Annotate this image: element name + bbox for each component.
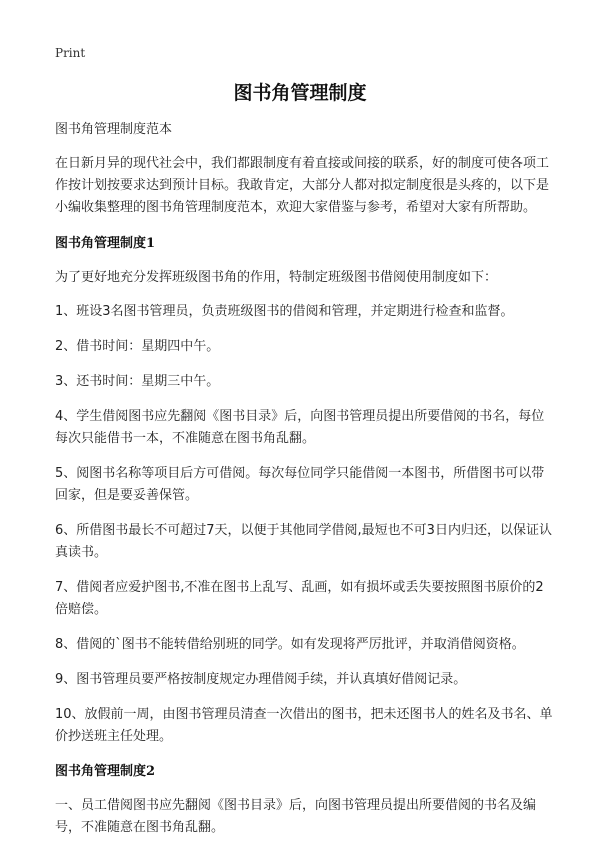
rule-item: 7、借阅者应爱护图书,不准在图书上乱写、乱画，如有损坏或丢失要按照图书原价的2倍赔偿。 — [55, 580, 544, 617]
document-body — [55, 119, 553, 852]
rule-item: 10、放假前一周，由图书管理员清查一次借出的图书，把未还图书人的姓名及书名、单价抄送班主任处理。 — [55, 707, 553, 744]
rule-item: 6、所借图书最长不可超过7天，以便于其他同学借阅,最短也不可3日内归还，以保证认真读书。 — [55, 523, 552, 560]
rule-item: 1、班设3名图书管理员，负责班级图书的借阅和管理，并定期进行检查和监督。 — [55, 304, 514, 319]
section-2-heading: 图书角管理制度2 — [55, 764, 156, 779]
document-subtitle: 图书角管理制度范本 — [55, 122, 173, 137]
rule-item: 9、图书管理员要严格按制度规定办理借阅手续，并认真填好借阅记录。 — [55, 672, 467, 687]
print-link[interactable]: Print — [55, 46, 86, 60]
intro-paragraph: 在日新月异的现代社会中，我们都跟制度有着直接或间接的联系，好的制度可使各项工作按计划按要求达到预计目标。我敢肯定，大部分人都对拟定制度很是头疼的，以下是小编收集整理的图书角管理制度范本，欢迎大家借鉴与参考，希望对大家有所帮助。 — [55, 156, 550, 215]
rule-item: 4、学生借阅图书应先翻阅《图书目录》后，向图书管理员提出所要借阅的书名，每位每次只能借书一本，不准随意在图书角乱翻。 — [55, 409, 545, 446]
rule-item: 2、借书时间：星期四中午。 — [55, 339, 220, 354]
page-title: 图书角管理制度 — [233, 82, 367, 104]
rule-item: 3、还书时间：星期三中午。 — [55, 374, 220, 389]
rule-item: 8、借阅的`图书不能转借给别班的同学。如有发现将严厉批评，并取消借阅资格。 — [55, 637, 525, 652]
rule-item: 一、员工借阅图书应先翻阅《图书目录》后，向图书管理员提出所要借阅的书名及编号，不准随意在图书角乱翻。 — [55, 798, 537, 835]
section-1-heading: 图书角管理制度1 — [55, 236, 156, 251]
rule-item: 5、阅图书名称等项目后方可借阅。每次每位同学只能借阅一本图书，所借图书可以带回家，但是要妥善保管。 — [55, 466, 545, 503]
section-1-lead: 为了更好地充分发挥班级图书角的作用，特制定班级图书借阅使用制度如下： — [55, 270, 498, 285]
